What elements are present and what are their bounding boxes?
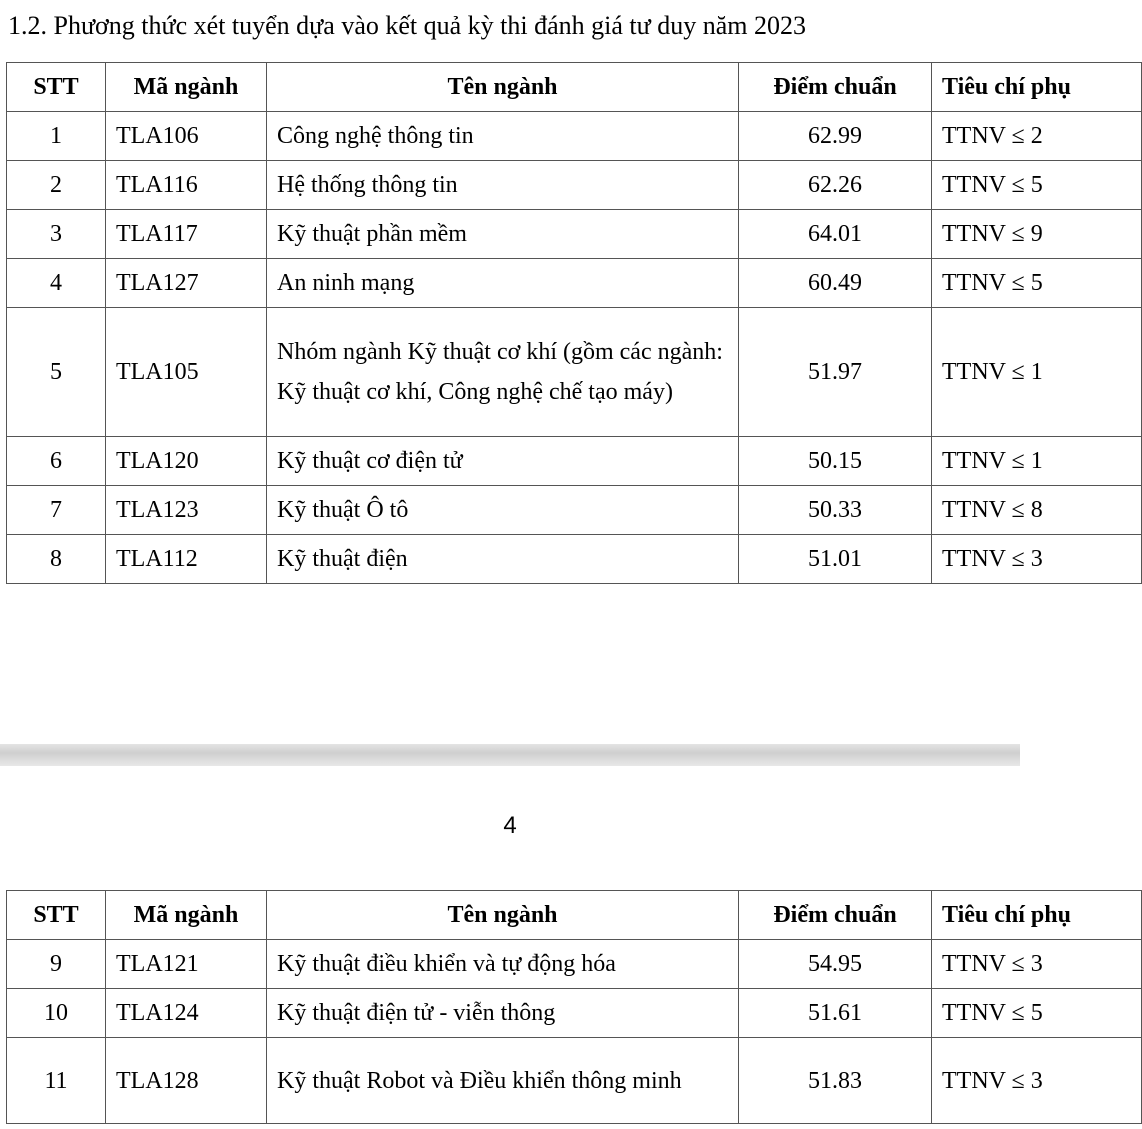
cell-name: Kỹ thuật điều khiển và tự động hóa [267, 940, 739, 989]
cell-name: Kỹ thuật Robot và Điều khiển thông minh [267, 1038, 739, 1124]
cell-criteria: TTNV ≤ 2 [932, 112, 1142, 161]
admission-score-table-2 [6, 890, 1142, 1124]
table-row [7, 437, 1142, 486]
cell-criteria: TTNV ≤ 1 [932, 437, 1142, 486]
cell-code: TLA120 [106, 437, 267, 486]
cell-name: Kỹ thuật Ô tô [267, 486, 739, 535]
cell-stt: 8 [7, 535, 106, 584]
admission-score-table-1 [6, 62, 1142, 584]
section-heading: 1.2. Phương thức xét tuyển dựa vào kết quả kỳ thi đánh giá tư duy năm 2023 [8, 11, 806, 40]
cell-criteria: TTNV ≤ 5 [932, 161, 1142, 210]
cell-code: TLA105 [106, 308, 267, 437]
cell-stt: 4 [7, 259, 106, 308]
table-row [7, 940, 1142, 989]
cell-score: 50.33 [739, 486, 932, 535]
cell-score: 51.01 [739, 535, 932, 584]
cell-stt: 7 [7, 486, 106, 535]
cell-stt: 9 [7, 940, 106, 989]
cell-criteria: TTNV ≤ 3 [932, 535, 1142, 584]
header-code: Mã ngành [106, 891, 267, 940]
table-row [7, 308, 1142, 437]
header-score: Điểm chuẩn [739, 891, 932, 940]
table-row [7, 112, 1142, 161]
cell-code: TLA106 [106, 112, 267, 161]
header-code: Mã ngành [106, 63, 267, 112]
header-score: Điểm chuẩn [739, 63, 932, 112]
cell-criteria: TTNV ≤ 1 [932, 308, 1142, 437]
table-row [7, 1038, 1142, 1124]
cell-score: 51.97 [739, 308, 932, 437]
cell-code: TLA121 [106, 940, 267, 989]
header-name: Tên ngành [267, 63, 739, 112]
cell-criteria: TTNV ≤ 9 [932, 210, 1142, 259]
cell-code: TLA112 [106, 535, 267, 584]
cell-stt: 10 [7, 989, 106, 1038]
cell-code: TLA117 [106, 210, 267, 259]
table-row [7, 989, 1142, 1038]
cell-code: TLA116 [106, 161, 267, 210]
cell-name: An ninh mạng [267, 259, 739, 308]
header-criteria: Tiêu chí phụ [932, 891, 1142, 940]
cell-name: Hệ thống thông tin [267, 161, 739, 210]
cell-score: 51.61 [739, 989, 932, 1038]
cell-stt: 11 [7, 1038, 106, 1124]
table-row [7, 535, 1142, 584]
cell-score: 54.95 [739, 940, 932, 989]
cell-name: Kỹ thuật điện tử - viễn thông [267, 989, 739, 1038]
table-row [7, 486, 1142, 535]
table-header-row [7, 63, 1142, 112]
table-row [7, 210, 1142, 259]
cell-stt: 3 [7, 210, 106, 259]
cell-name: Nhóm ngành Kỹ thuật cơ khí (gồm các ngành: Kỹ thuật cơ khí, Công nghệ chế tạo máy) [267, 308, 739, 437]
table-row [7, 259, 1142, 308]
cell-criteria: TTNV ≤ 3 [932, 940, 1142, 989]
cell-name: Kỹ thuật phần mềm [267, 210, 739, 259]
cell-stt: 5 [7, 308, 106, 437]
header-criteria: Tiêu chí phụ [932, 63, 1142, 112]
cell-score: 62.99 [739, 112, 932, 161]
table-row [7, 161, 1142, 210]
cell-score: 51.83 [739, 1038, 932, 1124]
cell-name: Kỹ thuật cơ điện tử [267, 437, 739, 486]
page-break-separator [0, 744, 1020, 766]
cell-score: 64.01 [739, 210, 932, 259]
cell-score: 62.26 [739, 161, 932, 210]
cell-name: Công nghệ thông tin [267, 112, 739, 161]
cell-stt: 6 [7, 437, 106, 486]
cell-criteria: TTNV ≤ 5 [932, 259, 1142, 308]
header-stt: STT [7, 63, 106, 112]
cell-code: TLA124 [106, 989, 267, 1038]
table-header-row [7, 891, 1142, 940]
cell-code: TLA127 [106, 259, 267, 308]
cell-stt: 1 [7, 112, 106, 161]
header-name: Tên ngành [267, 891, 739, 940]
cell-criteria: TTNV ≤ 8 [932, 486, 1142, 535]
cell-code: TLA128 [106, 1038, 267, 1124]
cell-score: 50.15 [739, 437, 932, 486]
cell-name: Kỹ thuật điện [267, 535, 739, 584]
cell-criteria: TTNV ≤ 5 [932, 989, 1142, 1038]
header-stt: STT [7, 891, 106, 940]
page-number: 4 [503, 812, 517, 839]
cell-criteria: TTNV ≤ 3 [932, 1038, 1142, 1124]
cell-stt: 2 [7, 161, 106, 210]
cell-code: TLA123 [106, 486, 267, 535]
cell-score: 60.49 [739, 259, 932, 308]
